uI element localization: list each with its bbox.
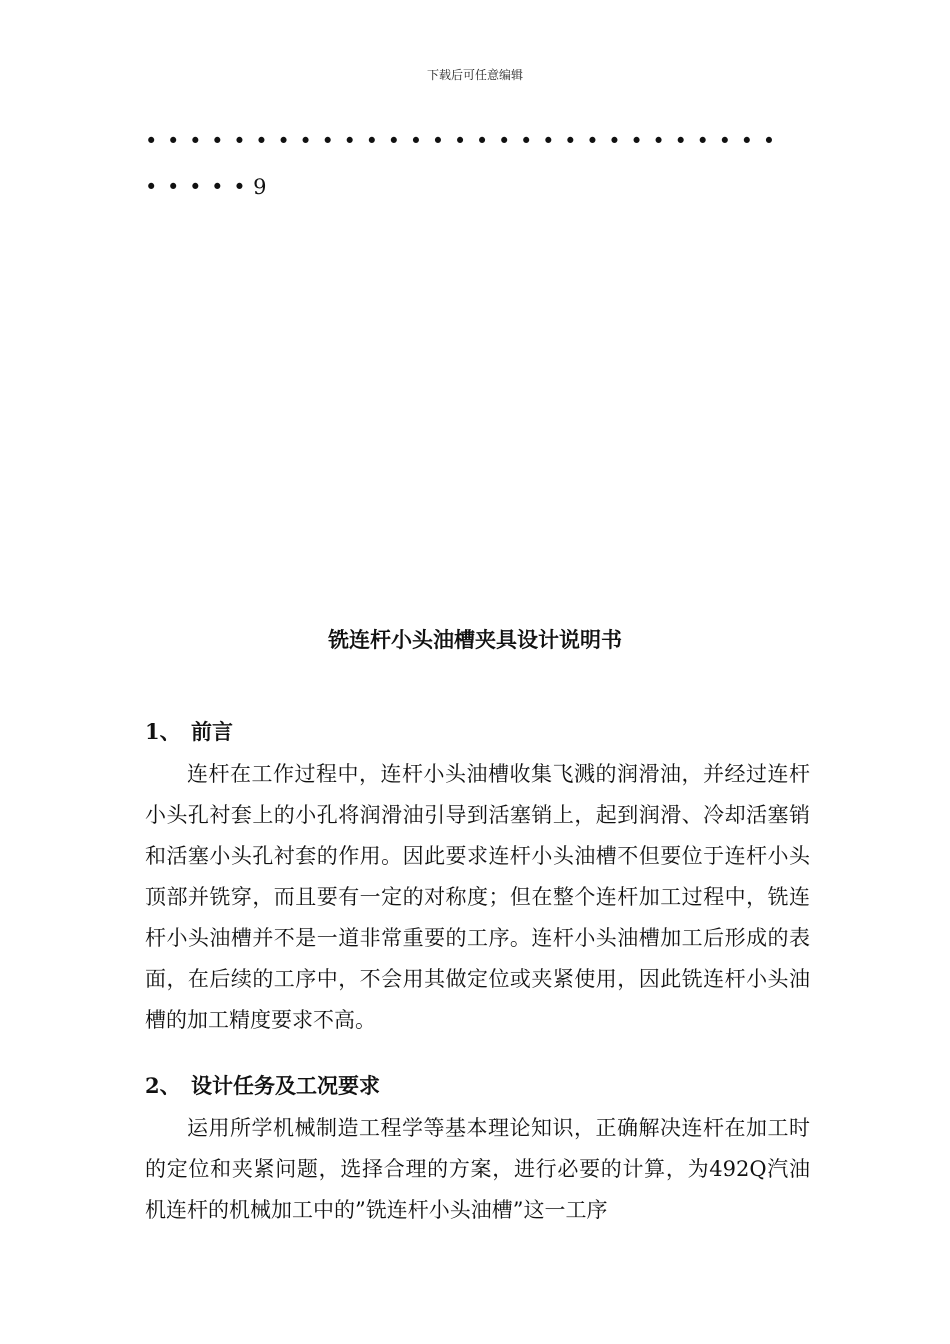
section-heading	[145, 712, 810, 752]
toc-leader-line	[145, 164, 777, 210]
toc-page-number: 9	[253, 175, 267, 199]
document-title: 铣连杆小头油槽夹具设计说明书	[328, 627, 622, 652]
section-heading-text: 设计任务及工况要求	[191, 1073, 380, 1098]
section-design-task	[145, 1066, 810, 1231]
section-body	[145, 1108, 810, 1231]
toc-leader-line	[145, 118, 777, 164]
toc-leader-dots: • • • • • • • • • • • • • • • • • • • • • • • • • • • • •	[145, 129, 777, 153]
paragraph: 运用所学机械制造工程学等基本理论知识，正确解决连杆在加工时的定位和夹紧问题，选择合理的方案，进行必要的计算，为492Q汽油机连杆的机械加工中的”铣连杆小头油槽”这一工序	[145, 1116, 810, 1222]
section-heading-text: 前言	[191, 719, 233, 744]
section-preface	[145, 712, 810, 1041]
paragraph: 连杆在工作过程中，连杆小头油槽收集飞溅的润滑油，并经过连杆小头孔衬套上的小孔将润滑油引导到活塞销上，起到润滑、冷却活塞销和活塞小头孔衬套的作用。因此要求连杆小头油槽不但要位于连杆小头顶部并铣穿，而且要有一定的对称度；但在整个连杆加工过程中，铣连杆小头油槽并不是一道非常重要的工序。连杆小头油槽加工后形成的表面，在后续的工序中，不会用其做定位或夹紧使用，因此铣连杆小头油槽的加工精度要求不高。	[145, 762, 810, 1032]
section-body	[145, 754, 810, 1041]
section-number: 1、	[145, 719, 181, 744]
section-number: 2、	[145, 1073, 181, 1098]
toc-entry	[145, 118, 777, 210]
page-header: 下载后可任意编辑	[426, 68, 523, 82]
section-heading	[145, 1066, 810, 1106]
toc-leader-dots: • • • • •	[145, 175, 248, 199]
